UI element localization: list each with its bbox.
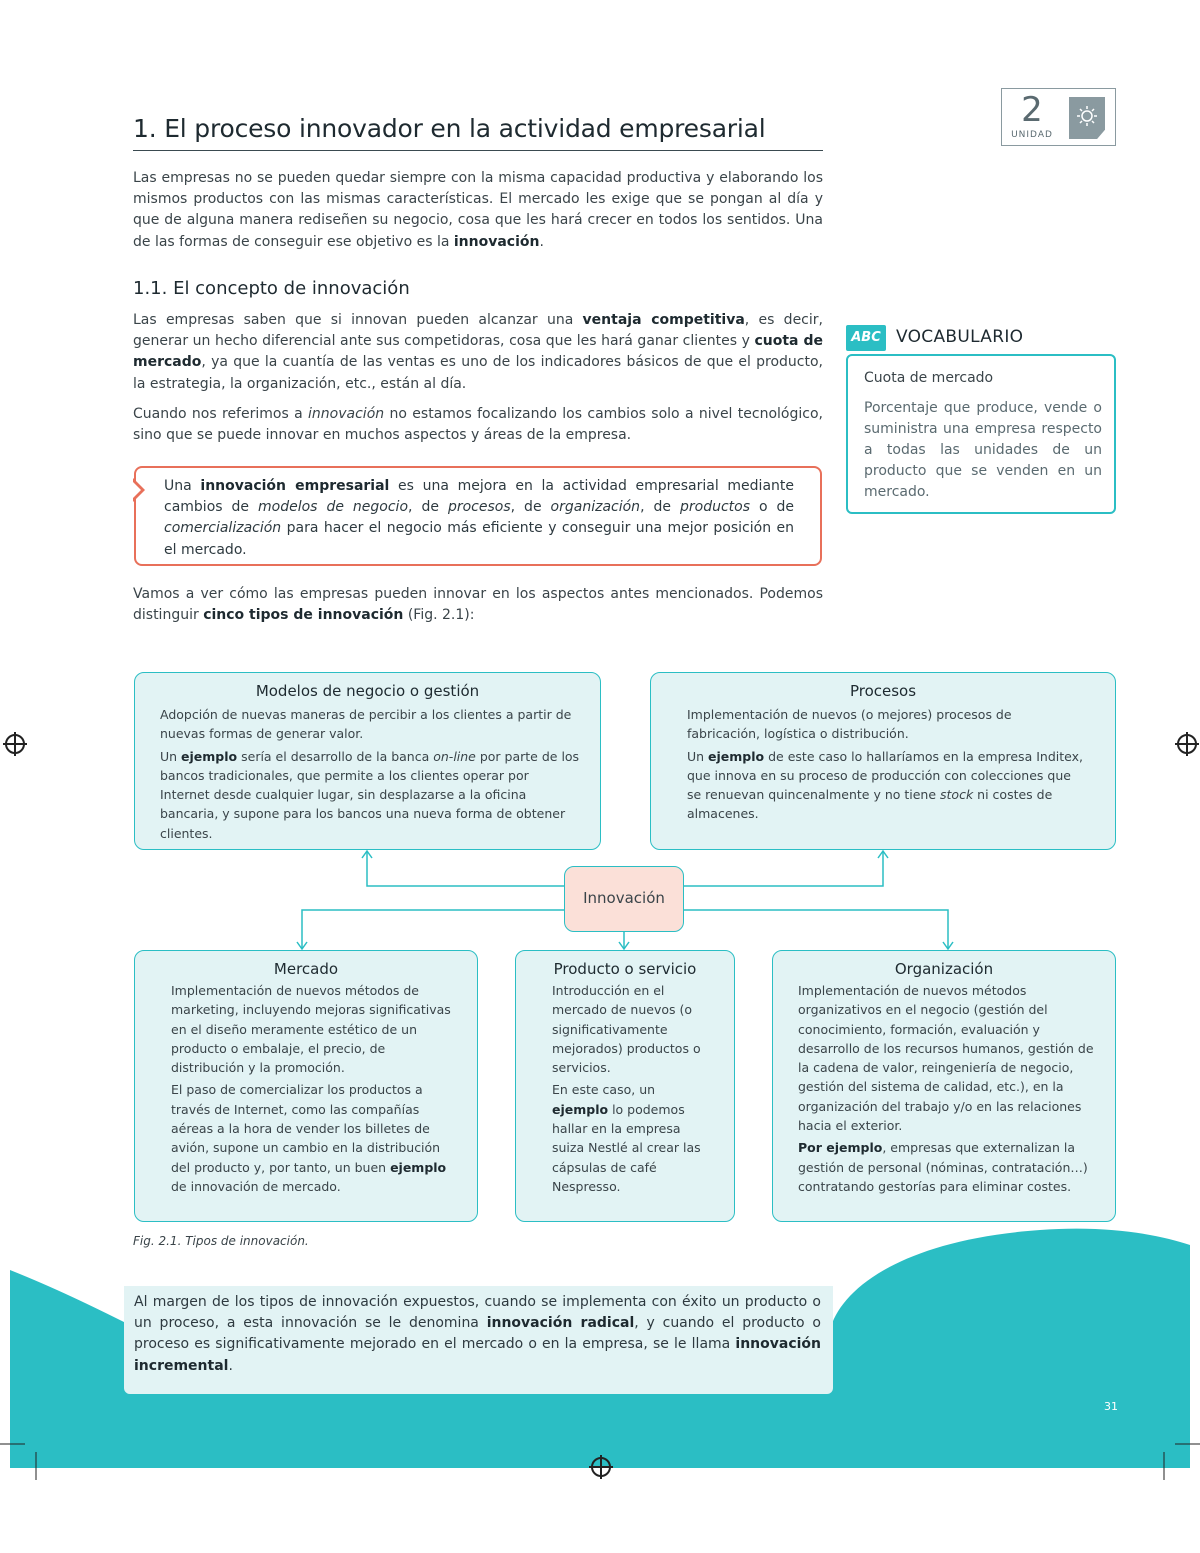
- section-paragraph-1: Las empresas saben que si innovan pueden alcanzar una ventaja competitiva, es decir, generar un hecho diferencial ante sus competidoras, cosa que les hará ganar clientes y cuota de mercado, ya que la cuantía de las ventas es uno de los indicadores básicos de que el producto, la estrategia, la organización, etc., están al día.: [133, 312, 824, 392]
- section-title: 1.1. El concepto de innovación: [133, 278, 410, 299]
- crop-marks: [0, 1430, 1200, 1490]
- registration-mark-icon: [5, 734, 25, 754]
- unit-label: UNIDAD: [1011, 130, 1053, 140]
- vocabulary-term: Cuota de mercado: [864, 370, 994, 386]
- intro-paragraph: Las empresas no se pueden quedar siempre con la misma capacidad productiva y elaborando los mismos productos con las mismas características. El mercado les exige que se pongan al día y que de alguna manera rediseñen su negocio, cosa que les hará crecer en todos los sentidos. Una de las formas de conseguir ese objetivo es la innovación.: [133, 170, 823, 250]
- registration-mark-icon: [1177, 734, 1197, 754]
- box-modelos-negocio: [134, 672, 601, 850]
- box-modelos-title: Modelos de negocio o gestión: [255, 682, 480, 700]
- unit-number: 2: [1021, 90, 1043, 130]
- connector-mercado: [302, 910, 564, 948]
- connector-organizacion: [684, 910, 948, 948]
- box-organizacion: [772, 950, 1116, 1222]
- box-mercado-body: Implementación de nuevos métodos de marketing, incluyendo mejoras significativas en el diseño meramente estético de un producto o embalaje, el precio, de distribución y la promoción. El paso de comercializar los productos a través de Internet, como las compañías aéreas a la hora de vender los billetes de avión, supone un cambio en la distribución del producto y, por tanto, un buen ejemplo de innovación de mercado.: [171, 983, 451, 1194]
- section-paragraph-2: Cuando nos referimos a innovación no estamos focalizando los cambios solo a nivel tecnológico, sino que se puede innovar en muchos aspectos y áreas de la empresa.: [133, 406, 823, 444]
- box-producto-servicio: [515, 950, 735, 1222]
- connector-procesos: [684, 852, 883, 886]
- box-procesos-title: Procesos: [849, 682, 917, 700]
- box-producto-title: Producto o servicio: [553, 960, 697, 978]
- innovation-center-node: Innovación: [564, 866, 684, 932]
- box-producto-body: Introducción en el mercado de nuevos (o significativamente mejorados) productos o servicios. En este caso, un ejemplo lo podemos hallar en la empresa suiza Nestlé al crear las cápsulas de café Nespresso.: [552, 983, 701, 1194]
- page-number: 31: [1104, 1400, 1118, 1413]
- figure-caption: Fig. 2.1. Tipos de innovación.: [133, 1234, 309, 1248]
- lead-in-paragraph: Vamos a ver cómo las empresas pueden innovar en los aspectos antes mencionados. Podemos distinguir cinco tipos de innovación (Fig. 2.1):: [133, 586, 823, 624]
- closing-paragraph: Al margen de los tipos de innovación expuestos, cuando se implementa con éxito un producto o un proceso, a esta innovación se le denomina innovación radical, y cuando el producto o proceso es significativamente mejorado en el mercado o en la empresa, se le llama innovación incremental.: [134, 1294, 821, 1374]
- box-procesos-body: Implementación de nuevos (o mejores) procesos de fabricación, logística o distribución. Un ejemplo de este caso lo hallaríamos en la empresa Inditex, que innova en su proceso de producción con colecciones que se renuevan quincenalmente y no tiene stock ni costes de almacenes.: [687, 707, 1083, 822]
- box-procesos: [650, 672, 1116, 850]
- vocabulary-title: VOCABULARIO: [896, 327, 1024, 347]
- definition-text: Una innovación empresarial es una mejora en la actividad empresarial mediante cambios de modelos de negocio, de procesos, de organización, de productos o de comercialización para hacer el negocio más eficiente y conseguir una mejor posición en el mercado.: [164, 478, 795, 558]
- closing-panel: [124, 1286, 833, 1394]
- box-modelos-body: Adopción de nuevas maneras de percibir a los clientes a partir de nuevas formas de generar valor. Un ejemplo sería el desarrollo de la banca on-line por parte de los bancos tradicionales, que permite a los clientes operar por Internet desde cualquier lugar, sin desplazarse a la oficina bancaria, y supone para los bancos una nueva forma de obtener clientes.: [160, 707, 580, 841]
- box-mercado-title: Mercado: [273, 960, 339, 978]
- box-mercado: [134, 950, 478, 1222]
- box-organizacion-title: Organización: [894, 960, 994, 978]
- page-title: 1. El proceso innovador en la actividad empresarial: [133, 112, 823, 151]
- connector-modelos: [367, 852, 564, 886]
- vocabulary-badge: ABC: [846, 325, 886, 351]
- vocabulary-definition: Porcentaje que produce, vende o suministra una empresa respecto a todas las unidades de un producto que se venden en un mercado.: [864, 400, 1102, 500]
- box-organizacion-body: Implementación de nuevos métodos organizativos en el negocio (gestión del conocimiento, formación, evaluación y desarrollo de los recursos humanos, gestión de la cadena de valor, reingeniería de negocio, gestión del sistema de calidad, etc.), en la organización del trabajo y/o en las relaciones hacia el exterior. Por ejemplo, empresas que externalizan la gestión de personal (nóminas, contratación…) contratando gestorías para eliminar costes.: [798, 983, 1094, 1194]
